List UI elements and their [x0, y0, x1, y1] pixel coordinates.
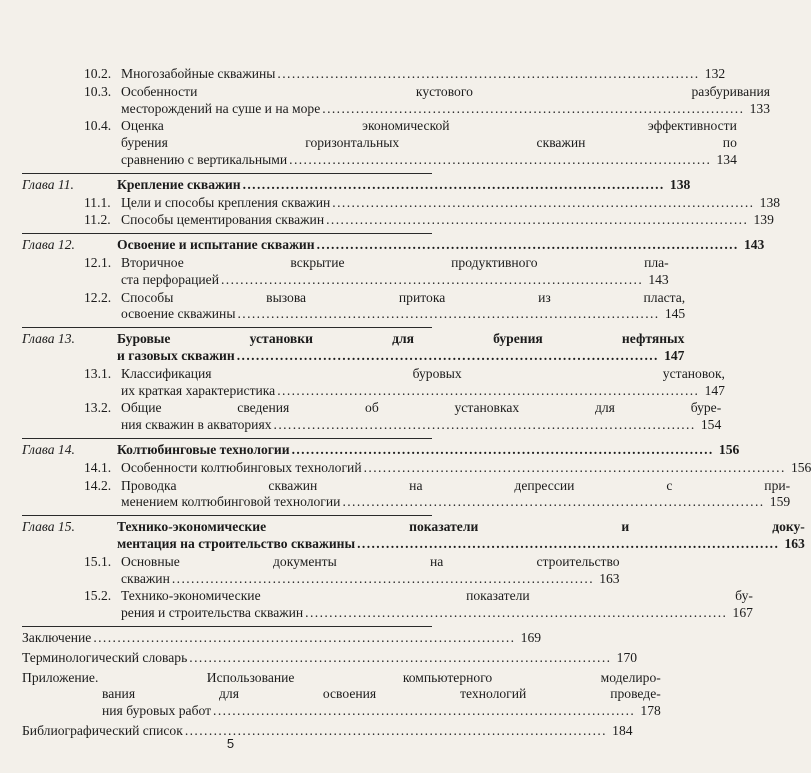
back-matter-text: вания для освоения технологий проведе- [102, 686, 661, 702]
toc-section[interactable] [84, 83, 770, 118]
section-number: 12.2. [84, 289, 112, 305]
chapter-line [117, 348, 684, 365]
toc-back-matter-item[interactable] [22, 629, 542, 647]
section-page: 134 [716, 151, 737, 167]
section-line [121, 66, 725, 83]
back-matter-text: Терминологический словарь [22, 649, 188, 665]
section-line [121, 84, 770, 101]
back-matter-line [22, 670, 661, 687]
chapter-line [117, 536, 805, 553]
section-line [121, 588, 753, 605]
back-matter-line [22, 650, 637, 667]
section-line [121, 571, 620, 588]
section-body [121, 290, 685, 324]
chapter-label: Глава 14. [22, 441, 75, 457]
chapter-text: ментация на строительство скважины [117, 535, 356, 551]
back-matter-text: ния буровых работ [102, 703, 212, 719]
section-number: 14.2. [84, 477, 112, 493]
dot-leader [277, 383, 697, 400]
toc-section[interactable] [84, 477, 791, 512]
back-matter-page: 169 [520, 629, 542, 645]
back-matter-body [22, 630, 541, 647]
section-line [121, 212, 774, 229]
section-line [121, 135, 737, 152]
section-body [121, 478, 790, 512]
section-number: 10.3. [84, 83, 112, 99]
chapter-page: 163 [784, 535, 805, 551]
back-matter-text: Библиографический список [22, 722, 183, 738]
section-page: 143 [648, 271, 669, 287]
chapter-divider [22, 173, 432, 174]
section-text: рения и строительства скважин [121, 605, 304, 621]
section-text: Основные документы на строительство [121, 553, 620, 569]
toc-section[interactable] [84, 66, 726, 83]
section-page: 163 [599, 570, 620, 586]
dot-leader [237, 348, 657, 365]
back-matter-page: 184 [612, 722, 633, 738]
chapter-line [117, 237, 764, 254]
section-number: 11.1. [84, 194, 111, 210]
section-line [121, 383, 725, 400]
section-page: 139 [753, 212, 774, 228]
chapter-label: Глава 12. [22, 237, 75, 253]
section-text: Классификация буровых установок, [121, 365, 725, 381]
section-text: ния скважин в акваториях [121, 417, 272, 433]
chapter-title [117, 237, 764, 254]
back-matter-line [22, 703, 661, 720]
toc-section[interactable] [84, 289, 686, 324]
chapter-text: и газовых скважин [117, 347, 235, 363]
dot-leader [357, 536, 777, 553]
toc-chapter[interactable] [22, 441, 740, 459]
section-page: 147 [704, 382, 725, 398]
section-number: 13.2. [84, 400, 112, 416]
back-matter-line [22, 686, 661, 703]
toc-section[interactable] [84, 254, 669, 289]
section-number: 10.2. [84, 66, 112, 81]
section-line [121, 478, 790, 495]
back-matter-line [22, 630, 541, 647]
chapter-line [117, 331, 684, 348]
section-line [121, 366, 725, 383]
section-text: ста перфорацией [121, 271, 219, 287]
toc-section[interactable] [84, 118, 737, 168]
dot-leader [277, 66, 697, 83]
chapter-line [117, 519, 805, 536]
section-text: Проводка скважин на депрессии с при- [121, 477, 791, 493]
section-text: Многозабойные скважины [121, 66, 276, 81]
section-page: 154 [700, 417, 722, 433]
section-number: 12.1. [84, 254, 112, 270]
chapter-line [117, 442, 739, 459]
chapter-text: Освоение и испытание скважин [117, 237, 315, 253]
section-text: Цели и способы крепления скважин [121, 194, 331, 210]
section-text: сравнению с вертикальными [121, 151, 288, 167]
dot-leader [364, 460, 784, 477]
back-matter-body [22, 670, 661, 720]
section-text: Способы вызова притока из пласта, [121, 289, 686, 305]
section-line [121, 400, 721, 417]
section-number: 14.1. [84, 459, 112, 475]
chapter-label: Глава 13. [22, 331, 75, 347]
section-body [121, 84, 770, 118]
toc-section[interactable] [84, 400, 722, 434]
section-body [121, 400, 721, 434]
section-number: 10.4. [84, 118, 112, 134]
section-text: их краткая характеристика [121, 382, 276, 398]
section-page: 133 [749, 100, 770, 116]
section-number: 13.1. [84, 365, 112, 381]
dot-leader [274, 417, 694, 434]
section-text: освоение скважины [121, 306, 236, 322]
section-line [121, 118, 737, 135]
dot-leader [237, 306, 657, 323]
section-page: 145 [664, 306, 686, 322]
back-matter-text: Заключение [22, 629, 92, 645]
toc-section[interactable] [84, 212, 774, 229]
section-text: Особенности колтюбинговых технологий [121, 459, 362, 475]
section-line [121, 272, 669, 289]
section-body [121, 588, 753, 622]
section-line [121, 605, 753, 622]
toc-section[interactable] [84, 365, 725, 400]
chapter-text: Крепление скважин [117, 176, 241, 192]
section-text: Технико-экономические показатели бу- [121, 588, 753, 604]
section-number: 15.1. [84, 553, 112, 569]
section-line [121, 554, 620, 571]
chapter-divider [22, 515, 432, 516]
section-number: 11.2. [84, 212, 111, 228]
back-matter-text: Приложение. Использование компьютерного моделиро- [22, 669, 661, 685]
toc-section[interactable] [84, 553, 620, 588]
section-body [121, 554, 620, 588]
chapter-label: Глава 11. [22, 176, 74, 192]
dot-leader [93, 630, 513, 647]
chapter-title [117, 177, 690, 194]
section-number: 15.2. [84, 588, 112, 604]
back-matter-page: 178 [640, 703, 661, 719]
chapter-title [117, 442, 739, 459]
section-line [121, 460, 811, 477]
toc-chapter[interactable] [22, 519, 805, 553]
section-text: Особенности кустового разбуривания [121, 83, 770, 99]
toc-back-matter-item[interactable] [22, 669, 661, 720]
chapter-label: Глава 15. [22, 519, 75, 535]
section-line [121, 290, 685, 307]
section-line [121, 101, 770, 118]
page-number: 5 [226, 736, 235, 751]
dot-leader [189, 650, 609, 667]
section-page: 138 [759, 194, 781, 210]
section-body [121, 460, 811, 477]
dot-leader [221, 272, 641, 289]
section-line [121, 255, 669, 272]
section-body [121, 118, 737, 168]
dot-leader [332, 195, 752, 212]
section-body [121, 66, 725, 83]
section-body [121, 212, 774, 229]
dot-leader [292, 442, 712, 459]
chapter-text: Технико-экономические показатели и доку- [117, 519, 805, 535]
section-page: 132 [704, 66, 726, 81]
section-text: бурения горизонтальных скважин по [121, 135, 737, 151]
chapter-page: 143 [743, 237, 765, 253]
toc-chapter[interactable] [22, 176, 691, 194]
chapter-divider [22, 233, 432, 234]
chapter-text: Колтюбинговые технологии [117, 441, 290, 457]
chapter-page: 156 [718, 441, 740, 457]
back-matter-body [22, 650, 637, 667]
chapter-page: 138 [669, 176, 691, 192]
dot-leader [243, 177, 663, 194]
section-text: менением колтюбинговой технологии [121, 494, 341, 510]
section-line [121, 494, 790, 511]
section-text: Способы цементирования скважин [121, 212, 325, 228]
toc-chapter[interactable] [22, 331, 685, 365]
back-matter-divider [22, 626, 432, 627]
section-page: 167 [732, 605, 753, 621]
section-line [121, 195, 780, 212]
dot-leader [172, 571, 592, 588]
dot-leader [213, 703, 633, 720]
section-text: Общие сведения об установках для буре- [121, 400, 722, 416]
chapter-page: 147 [664, 347, 685, 363]
dot-leader [317, 237, 737, 254]
dot-leader [326, 212, 746, 229]
table-of-contents [22, 66, 811, 740]
section-page: 156 [790, 459, 811, 475]
section-text: скважин [121, 570, 170, 586]
section-page: 159 [769, 494, 791, 510]
chapter-title [117, 331, 684, 365]
dot-leader [289, 152, 709, 169]
toc-section[interactable] [84, 588, 753, 622]
chapter-text: Буровые установки для бурения нефтяных [117, 331, 685, 347]
back-matter-page: 170 [616, 649, 638, 665]
chapter-title [117, 519, 805, 553]
toc-chapter[interactable] [22, 237, 765, 254]
section-text: Вторичное вскрытие продуктивного пла- [121, 254, 669, 270]
section-text: Оценка экономической эффективности [121, 118, 737, 134]
section-body [121, 366, 725, 400]
section-line [121, 417, 721, 434]
chapter-divider [22, 327, 432, 328]
section-body [121, 195, 780, 212]
section-line [121, 306, 685, 323]
toc-back-matter-item[interactable] [22, 649, 638, 667]
dot-leader [322, 101, 742, 118]
chapter-line [117, 177, 690, 194]
toc-section[interactable] [84, 459, 811, 477]
section-line [121, 152, 737, 169]
section-body [121, 255, 669, 289]
dot-leader [305, 605, 725, 622]
dot-leader [342, 494, 762, 511]
section-text: месторождений на суше и на море [121, 100, 321, 116]
toc-section[interactable] [84, 194, 781, 212]
chapter-divider [22, 438, 432, 439]
